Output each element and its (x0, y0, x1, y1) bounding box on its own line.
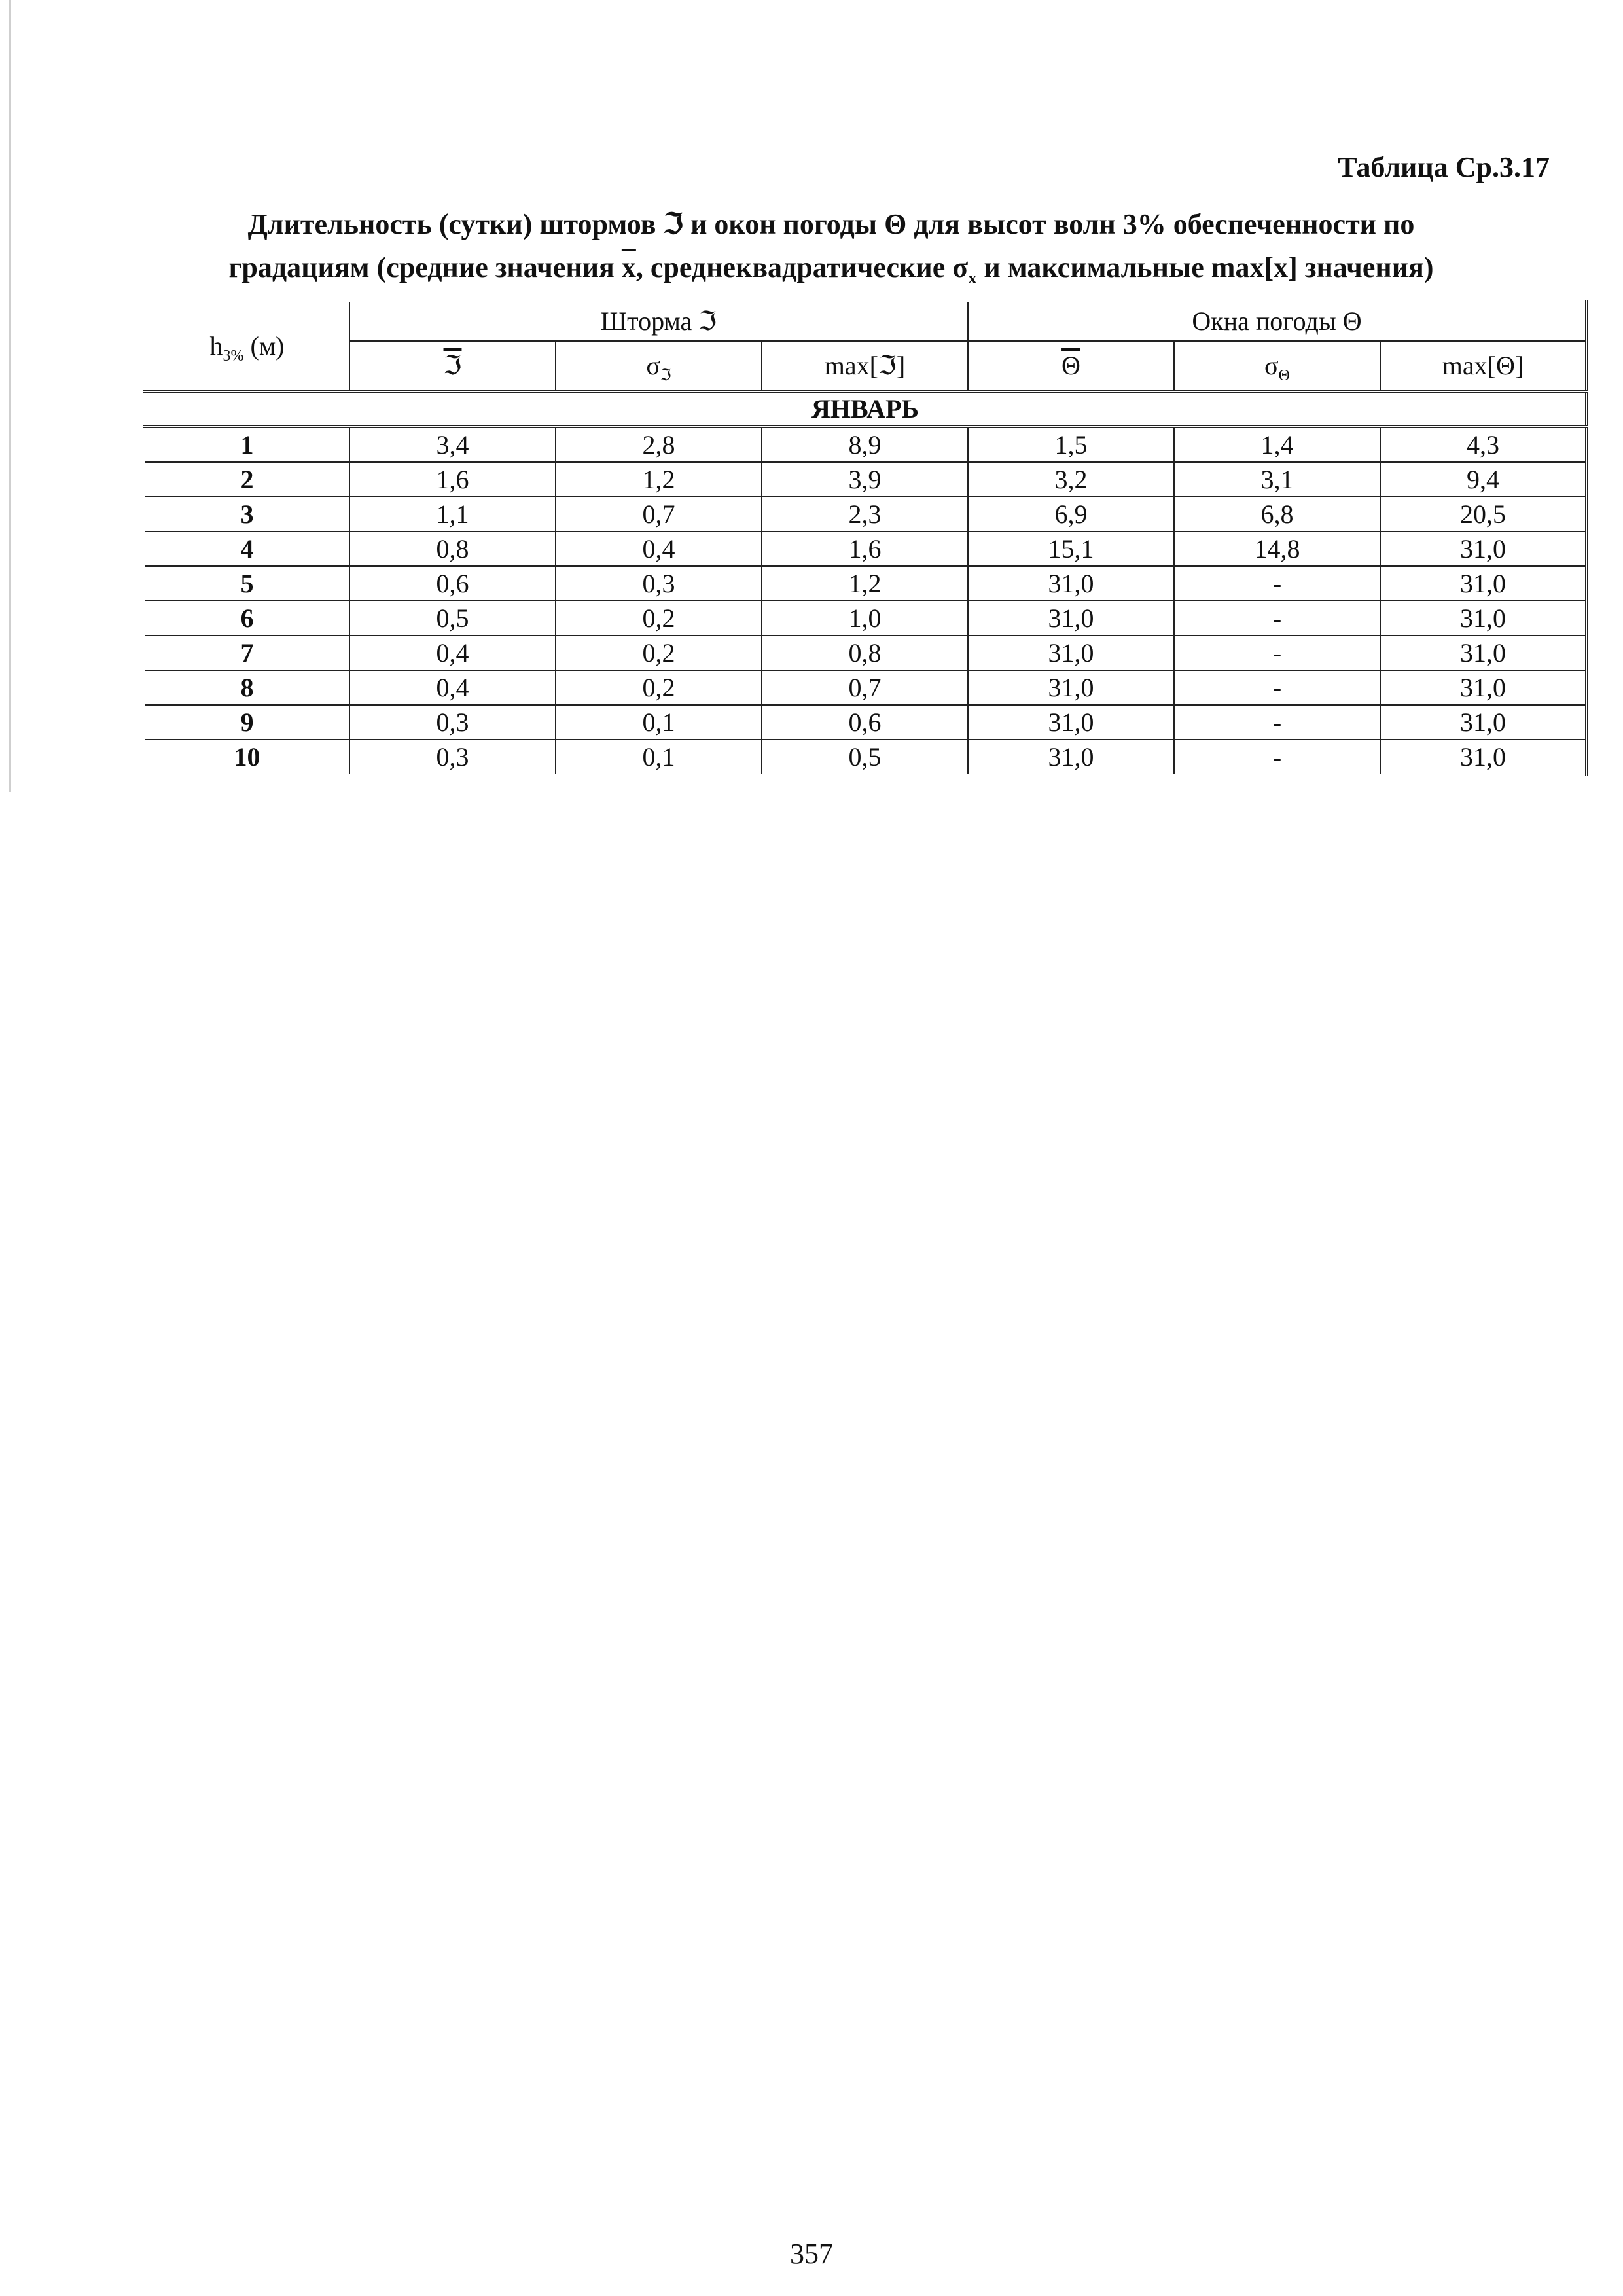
caption-line-1: Длительность (сутки) штормов ℑ и окон погоды Θ для высот волн 3% обеспеченности по (247, 208, 1415, 240)
window-sigma-cell: - (1174, 740, 1380, 775)
table-row (144, 566, 1586, 601)
storm-max-cell: 0,5 (762, 740, 968, 775)
caption-line-2-part-a: градациям (средние значения (228, 251, 622, 283)
storm-max-cell: 1,0 (762, 601, 968, 636)
header-windows-group: Окна погоды Θ (968, 301, 1586, 341)
window-sigma-cell: - (1174, 705, 1380, 740)
storm-mean-cell: 0,4 (349, 636, 556, 670)
table-row (144, 531, 1586, 566)
window-max-cell: 31,0 (1380, 740, 1586, 775)
table-row (144, 636, 1586, 670)
h-cell: 3 (144, 497, 349, 531)
caption-line-2 (131, 246, 1531, 289)
table-label: Таблица Ср.3.17 (1338, 151, 1550, 183)
storm-sigma-symbol: σ (646, 351, 660, 380)
scan-edge-line (9, 0, 11, 792)
storm-mean-cell: 0,3 (349, 705, 556, 740)
storm-duration-table (143, 300, 1588, 776)
storm-sigma-cell: 0,7 (556, 497, 762, 531)
window-max-cell: 31,0 (1380, 705, 1586, 740)
storm-mean-cell: 0,6 (349, 566, 556, 601)
header-h-symbol: h (209, 331, 223, 361)
storm-max-cell: 0,8 (762, 636, 968, 670)
table-row (144, 740, 1586, 775)
table-row (144, 705, 1586, 740)
storm-mean-cell: 3,4 (349, 427, 556, 462)
header-wave-height (144, 301, 349, 391)
table-row (144, 601, 1586, 636)
window-mean-cell: 3,2 (968, 462, 1174, 497)
h-cell: 5 (144, 566, 349, 601)
storm-max-cell: 1,6 (762, 531, 968, 566)
h-cell: 8 (144, 670, 349, 705)
header-storms-group: Шторма ℑ (349, 301, 968, 341)
storm-max-cell: 0,7 (762, 670, 968, 705)
storm-mean-cell: 0,8 (349, 531, 556, 566)
window-max-cell: 31,0 (1380, 531, 1586, 566)
header-h-subscript: 3% (223, 348, 244, 365)
storm-mean-cell: 1,1 (349, 497, 556, 531)
window-sigma-cell: 3,1 (1174, 462, 1380, 497)
h-cell: 2 (144, 462, 349, 497)
header-window-mean (968, 341, 1174, 391)
window-max-cell: 31,0 (1380, 636, 1586, 670)
window-mean-cell: 31,0 (968, 705, 1174, 740)
h-cell: 7 (144, 636, 349, 670)
storm-max-cell: 3,9 (762, 462, 968, 497)
window-max-cell: 31,0 (1380, 566, 1586, 601)
h-cell: 6 (144, 601, 349, 636)
window-mean-cell: 31,0 (968, 566, 1174, 601)
page-number: 357 (790, 2238, 833, 2270)
window-sigma-cell: - (1174, 601, 1380, 636)
header-h-unit: (м) (243, 331, 285, 361)
window-max-cell: 4,3 (1380, 427, 1586, 462)
storm-mean-cell: 0,3 (349, 740, 556, 775)
storm-sigma-cell: 0,4 (556, 531, 762, 566)
table-header (144, 301, 1586, 391)
storm-sigma-cell: 0,1 (556, 705, 762, 740)
storm-sigma-cell: 0,2 (556, 636, 762, 670)
window-sigma-cell: 6,8 (1174, 497, 1380, 531)
window-mean-cell: 15,1 (968, 531, 1174, 566)
window-sigma-symbol: σ (1264, 351, 1279, 380)
storm-mean-cell: 0,5 (349, 601, 556, 636)
storm-sigma-cell: 0,1 (556, 740, 762, 775)
window-mean-symbol: $\overline{\Theta}$ (1061, 351, 1080, 380)
table-body (144, 391, 1586, 775)
table-row (144, 670, 1586, 705)
h-cell: 9 (144, 705, 349, 740)
h-cell: 10 (144, 740, 349, 775)
window-mean-cell: 31,0 (968, 636, 1174, 670)
header-storm-sigma (556, 341, 762, 391)
storm-sigma-cell: 0,3 (556, 566, 762, 601)
header-window-sigma (1174, 341, 1380, 391)
month-section-row (144, 391, 1586, 427)
window-sigma-cell: 1,4 (1174, 427, 1380, 462)
storm-max-cell: 8,9 (762, 427, 968, 462)
window-sigma-cell: - (1174, 670, 1380, 705)
window-sigma-cell: - (1174, 566, 1380, 601)
storm-sigma-subscript: ℑ (660, 367, 671, 384)
window-sigma-cell: - (1174, 636, 1380, 670)
storm-mean-cell: 1,6 (349, 462, 556, 497)
storm-mean-cell: 0,4 (349, 670, 556, 705)
storm-sigma-cell: 2,8 (556, 427, 762, 462)
table-row (144, 497, 1586, 531)
window-mean-cell: 31,0 (968, 601, 1174, 636)
storm-max-cell: 2,3 (762, 497, 968, 531)
window-max-cell: 20,5 (1380, 497, 1586, 531)
window-mean-cell: 31,0 (968, 740, 1174, 775)
table-caption (131, 203, 1531, 289)
caption-line-2-part-c: и максимальные max[x] значения) (976, 251, 1434, 283)
caption-sigma-subscript: x (968, 267, 977, 287)
month-label: ЯНВАРЬ (144, 391, 1586, 427)
caption-mean-symbol: $\overline{x}$ (621, 251, 636, 283)
h-cell: 1 (144, 427, 349, 462)
caption-line-2-part-b: , среднеквадратические σ (635, 251, 969, 283)
header-window-max: max[Θ] (1380, 341, 1586, 391)
window-sigma-subscript: Θ (1278, 367, 1290, 384)
window-mean-cell: 1,5 (968, 427, 1174, 462)
storm-sigma-cell: 0,2 (556, 601, 762, 636)
storm-max-cell: 1,2 (762, 566, 968, 601)
h-cell: 4 (144, 531, 349, 566)
header-row-groups (144, 301, 1586, 341)
window-max-cell: 9,4 (1380, 462, 1586, 497)
table-row (144, 462, 1586, 497)
storm-sigma-cell: 1,2 (556, 462, 762, 497)
window-max-cell: 31,0 (1380, 670, 1586, 705)
window-sigma-cell: 14,8 (1174, 531, 1380, 566)
storm-max-cell: 0,6 (762, 705, 968, 740)
window-max-cell: 31,0 (1380, 601, 1586, 636)
window-mean-cell: 31,0 (968, 670, 1174, 705)
header-storm-mean (349, 341, 556, 391)
table-row (144, 427, 1586, 462)
storm-sigma-cell: 0,2 (556, 670, 762, 705)
header-storm-max: max[ℑ] (762, 341, 968, 391)
window-mean-cell: 6,9 (968, 497, 1174, 531)
header-row-columns (144, 341, 1586, 391)
storm-mean-symbol: ℑ (443, 351, 462, 380)
